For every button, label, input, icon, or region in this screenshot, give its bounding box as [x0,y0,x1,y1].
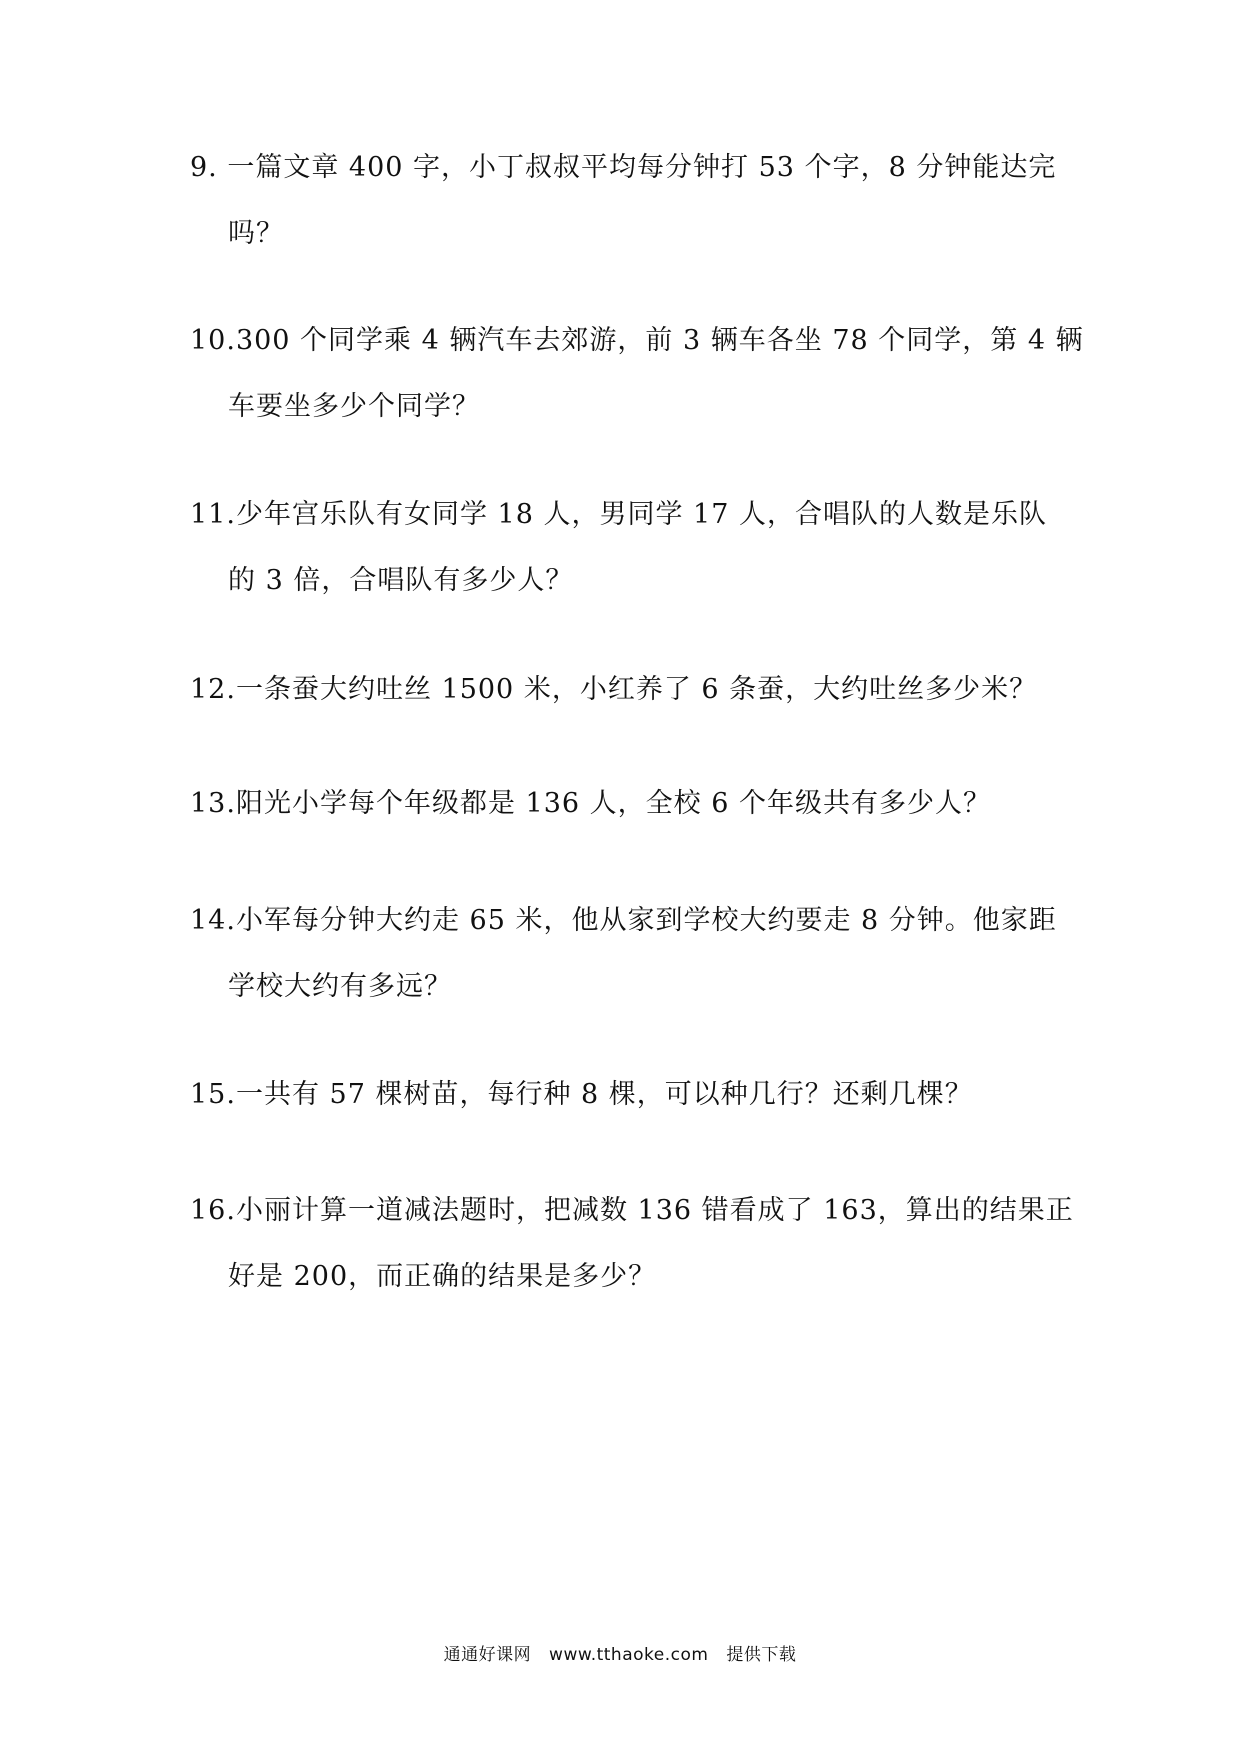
question-text: 16.小丽计算一道减法题时，把减数 136 错看成了 163，算出的结果正 [190,1195,1074,1226]
question-text: 10.300 个同学乘 4 辆汽车去郊游，前 3 辆车各坐 78 个同学，第 4 辆 [190,325,1084,356]
question-text: 14.小军每分钟大约走 65 米，他从家到学校大约要走 8 分钟。他家距 [190,905,1057,936]
question-text-continued: 好是 200，而正确的结果是多少？ [228,1261,657,1292]
question-text: 13.阳光小学每个年级都是 136 人，全校 6 个年级共有多少人？ [190,788,991,819]
page-footer [0,1640,1240,1665]
question-text-continued: 的 3 倍，合唱队有多少人？ [228,565,574,596]
question-text-continued: 吗？ [228,218,284,249]
footer-site-name: 通通好课网 [443,1645,532,1665]
question-text: 9. 一篇文章 400 字，小丁叔叔平均每分钟打 53 个字，8 分钟能达完 [190,152,1057,183]
question-text: 12.一条蚕大约吐丝 1500 米，小红养了 6 条蚕，大约吐丝多少米？ [190,674,1038,705]
question-text: 15.一共有 57 棵树苗，每行种 8 棵，可以种几行？还剩几棵？ [190,1079,973,1110]
question-text-continued: 学校大约有多远？ [228,971,452,1002]
question-text-continued: 车要坐多少个同学？ [228,391,480,422]
footer-suffix: 提供下载 [726,1645,797,1665]
footer-url-link[interactable]: www.tthaoke.com [549,1645,709,1665]
question-text: 11.少年宫乐队有女同学 18 人，男同学 17 人，合唱队的人数是乐队 [190,499,1047,530]
